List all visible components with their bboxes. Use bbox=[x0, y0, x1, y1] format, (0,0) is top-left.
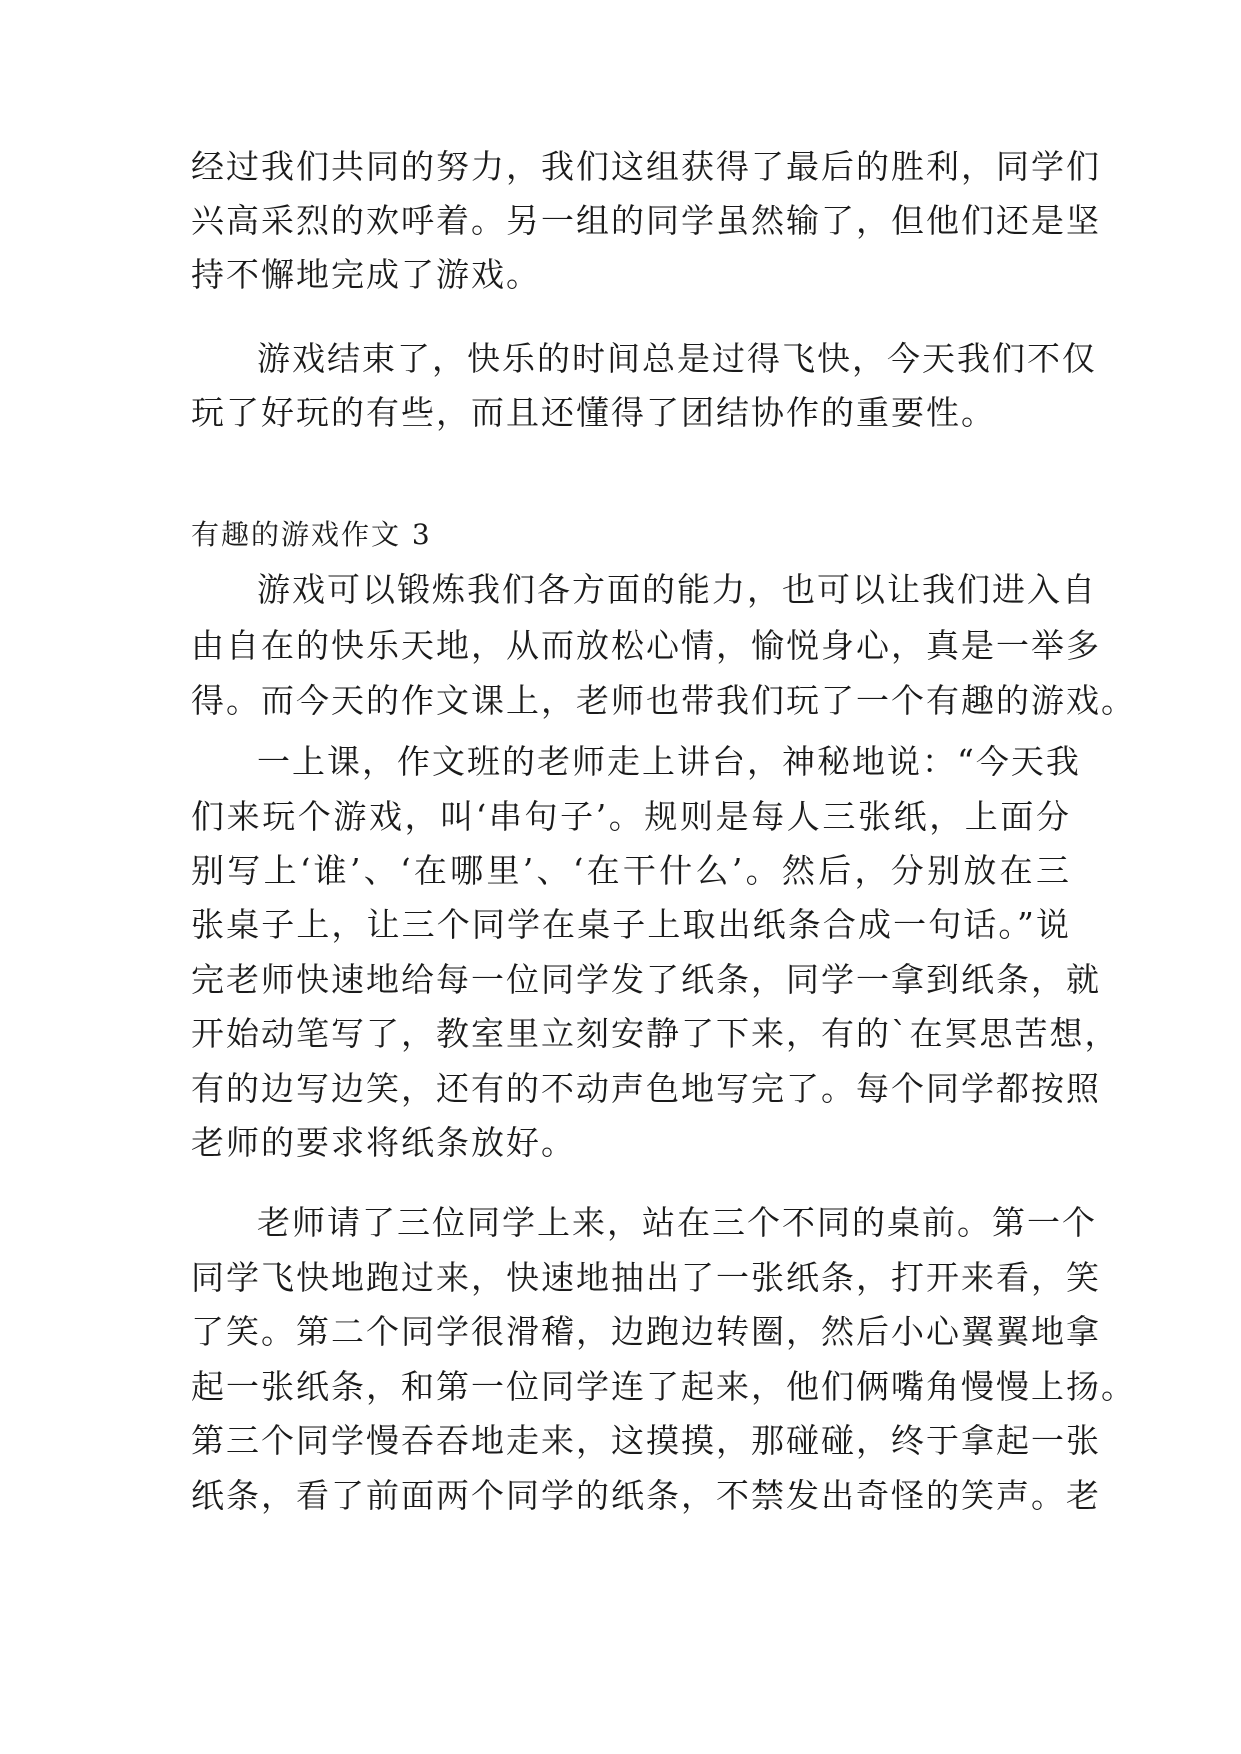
paragraph-4-line-7: 有的边写边笑，还有的不动声色地写完了。每个同学都按照 bbox=[191, 1069, 1101, 1108]
paragraph-4-line-4: 张桌子上，让三个同学在桌子上取出纸条合成一句话。”说 bbox=[191, 905, 1071, 944]
paragraph-5-line-4: 起一张纸条，和第一位同学连了起来，他们俩嘴角慢慢上扬。 bbox=[191, 1367, 1136, 1406]
paragraph-4-line-1: 一上课，作文班的老师走上讲台，神秘地说：“今天我 bbox=[257, 742, 1081, 781]
paragraph-1-line-2: 兴高采烈的欢呼着。另一组的同学虽然输了，但他们还是坚 bbox=[191, 201, 1101, 240]
paragraph-5-line-3: 了笑。第二个同学很滑稽，边跑边转圈，然后小心翼翼地拿 bbox=[191, 1312, 1101, 1351]
paragraph-3-line-3: 得。而今天的作文课上，老师也带我们玩了一个有趣的游戏。 bbox=[191, 681, 1136, 720]
paragraph-3-line-2: 由自在的快乐天地，从而放松心情，愉悦身心，真是一举多 bbox=[191, 626, 1101, 665]
paragraph-4-line-2: 们来玩个游戏，叫‘串句子’。规则是每人三张纸，上面分 bbox=[191, 797, 1071, 836]
paragraph-5-line-5: 第三个同学慢吞吞地走来，这摸摸，那碰碰，终于拿起一张 bbox=[191, 1421, 1101, 1460]
paragraph-4-line-3: 别写上‘谁’、‘在哪里’、‘在干什么’。然后，分别放在三 bbox=[191, 851, 1071, 890]
paragraph-1-line-1: 经过我们共同的努力，我们这组获得了最后的胜利，同学们 bbox=[191, 147, 1101, 186]
paragraph-4-line-8: 老师的要求将纸条放好。 bbox=[191, 1123, 576, 1162]
paragraph-5-line-2: 同学飞快地跑过来，快速地抽出了一张纸条，打开来看，笑 bbox=[191, 1258, 1101, 1297]
paragraph-2-line-2: 玩了好玩的有些，而且还懂得了团结协作的重要性。 bbox=[191, 393, 996, 432]
paragraph-1-line-3: 持不懈地完成了游戏。 bbox=[191, 255, 541, 294]
paragraph-4-line-5: 完老师快速地给每一位同学发了纸条，同学一拿到纸条，就 bbox=[191, 960, 1101, 999]
paragraph-5-line-1: 老师请了三位同学上来，站在三个不同的桌前。第一个 bbox=[257, 1203, 1097, 1242]
paragraph-5-line-6: 纸条，看了前面两个同学的纸条，不禁发出奇怪的笑声。老 bbox=[191, 1476, 1101, 1515]
paragraph-2-line-1: 游戏结束了，快乐的时间总是过得飞快，今天我们不仅 bbox=[257, 339, 1097, 378]
section-title: 有趣的游戏作文 3 bbox=[191, 518, 432, 551]
paragraph-3-line-1: 游戏可以锻炼我们各方面的能力，也可以让我们进入自 bbox=[257, 570, 1097, 609]
paragraph-4-line-6: 开始动笔写了，教室里立刻安静了下来，有的`在冥思苦想， bbox=[191, 1014, 1120, 1053]
